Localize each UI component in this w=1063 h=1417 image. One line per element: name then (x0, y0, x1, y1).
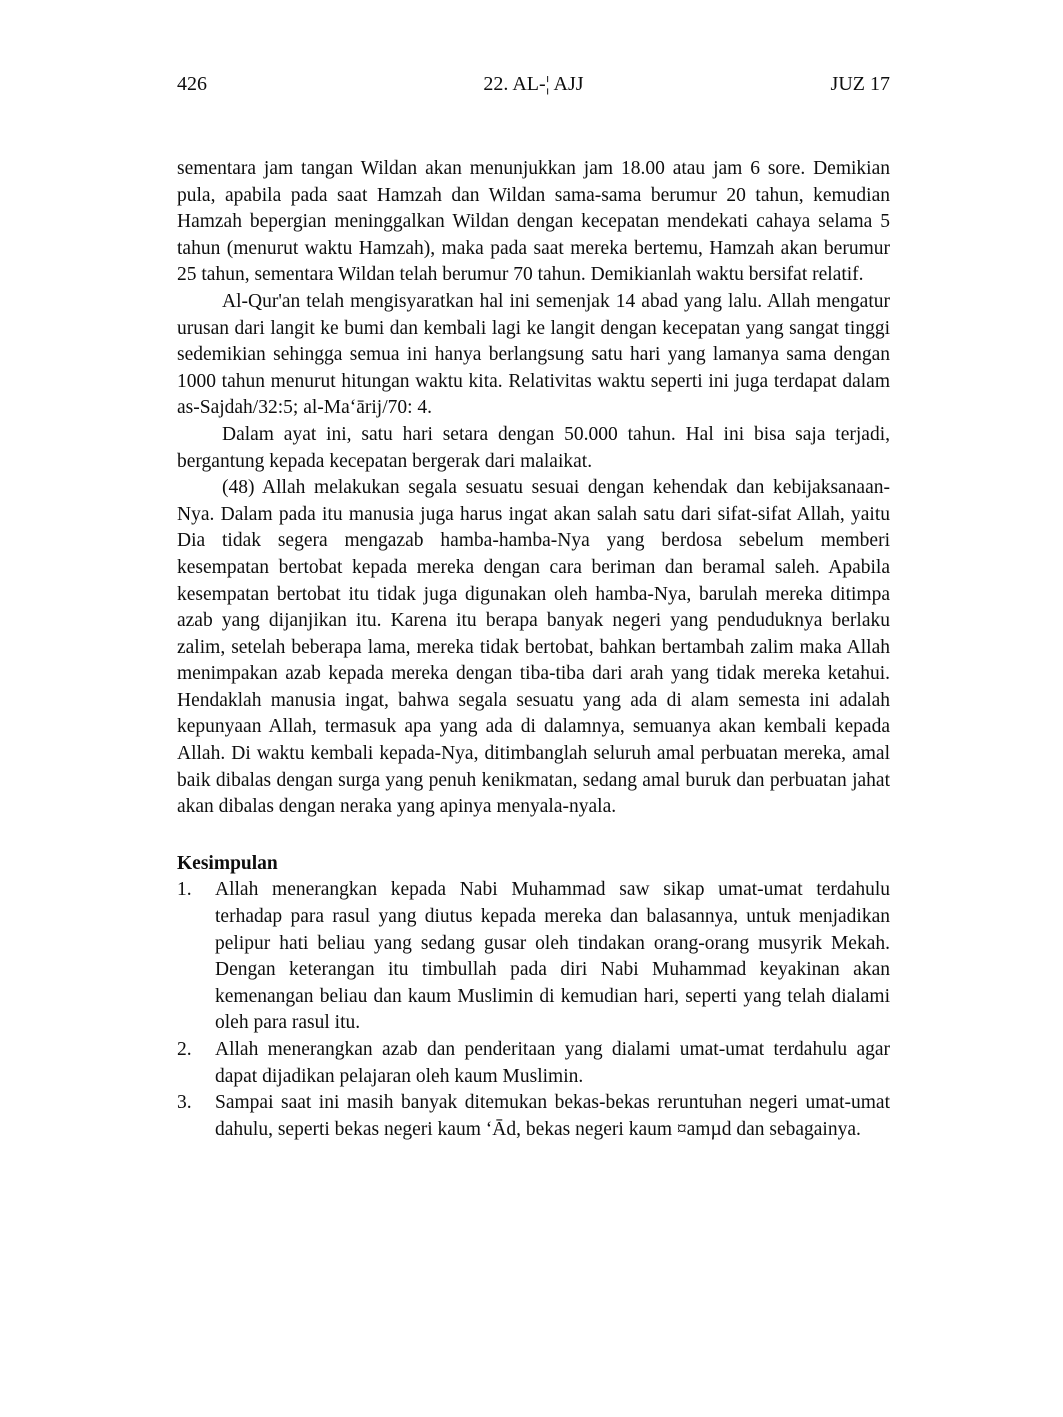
body-text (177, 156, 890, 821)
page-number: 426 (177, 73, 207, 95)
list-item-number: 1. (177, 879, 192, 901)
list-item-text: Allah menerangkan kepada Nabi Muhammad saw sikap umat-umat terdahulu terhadap para rasul yang diutus kepada mereka dan balasannya, untuk menjadikan pelipur hati beliau yang sedang gusar oleh tindakan orang-orang musyrik Mekah. Dengan keterangan itu timbullah pada diri Nabi Muhammad keyakinan akan kemenangan beliau dan kaum Muslimin di kemudian hari, seperti yang telah dialami oleh para rasul itu. (215, 879, 890, 1034)
page-content (177, 72, 890, 1143)
section-heading: Kesimpulan (177, 852, 278, 874)
list-item-text: Allah menerangkan azab dan penderitaan yang dialami umat-umat terdahulu agar dapat dijadikan pelajaran oleh kaum Muslimin. (215, 1039, 890, 1087)
list-item-number: 2. (177, 1039, 192, 1060)
page-header (177, 72, 890, 96)
running-title: 22. AL-¦ AJJ (483, 73, 584, 95)
paragraph: sementara jam tangan Wildan akan menunjukkan jam 18.00 atau jam 6 sore. Demikian pula, apabila pada saat Hamzah dan Wildan sama-sama berumur 20 tahun, kemudian Hamzah bepergian meninggalkan Wildan dengan kecepatan mendekati cahaya selama 5 tahun (menurut waktu Hamzah), maka pada saat mereka bertemu, Hamzah akan berumur 25 tahun, sementara Wildan telah berumur 70 tahun. Demikianlah waktu bersifat relatif. (177, 158, 890, 286)
juz-label: JUZ 17 (830, 73, 890, 95)
paragraph: Al-Qur'an telah mengisyaratkan hal ini semenjak 14 abad yang lalu. Allah mengatur urusan dari langit ke bumi dan kembali lagi ke langit dengan kecepatan yang sangat tinggi sedemikian sehingga semua ini hanya berlangsung satu hari yang lamanya sama dengan 1000 tahun menurut hitungan waktu kita. Relativitas waktu seperti ini juga terdapat dalam as-Sajdah/32:5; al-Ma‘ārij/70: 4. (177, 290, 890, 419)
list-item-text: Sampai saat ini masih banyak ditemukan bekas-bekas reruntuhan negeri umat-umat dahulu, seperti bekas negeri kaum ‘Ād, bekas negeri kaum ¤amµd dan sebagainya. (215, 1092, 890, 1140)
paragraph: (48) Allah melakukan segala sesuatu sesuai dengan kehendak dan kebijaksanaan-Nya. Dalam pada itu manusia juga harus ingat akan salah satu dari sifat-sifat Allah, yaitu Dia tidak segera mengazab hamba-hamba-Nya yang berdosa sebelum memberi kesempatan bertobat kepada mereka dengan cara beriman dan beramal saleh. Apabila kesempatan bertobat itu tidak juga digunakan oleh hamba-Nya, barulah mereka ditimpa azab yang dijanjikan itu. Karena itu berapa banyak negeri yang penduduknya berlaku zalim, setelah beberapa lama, mereka tidak bertobat, bahkan bertambah zalim maka Allah menimpakan azab kepada mereka dengan tiba-tiba dari arah yang tidak mereka ketahui. Hendaklah manusia ingat, bahwa segala sesuatu yang ada di alam semesta ini adalah kepunyaan Allah, termasuk apa yang ada di dalamnya, semuanya akan kembali kepada Allah. Di waktu kembali kepada-Nya, ditimbanglah seluruh amal perbuatan mereka, amal baik dibalas dengan surga yang penuh kenikmatan, sedang amal buruk dan perbuatan jahat akan dibalas dengan neraka yang apinya menyala-nyala. (177, 477, 890, 818)
kesimpulan-section (177, 851, 890, 1144)
list-item (177, 1037, 890, 1090)
list-item (177, 877, 890, 1037)
kesimpulan-list (177, 877, 890, 1143)
list-item-number: 3. (177, 1092, 192, 1114)
list-item (177, 1090, 890, 1143)
paragraph: Dalam ayat ini, satu hari setara dengan 50.000 tahun. Hal ini bisa saja terjadi, bergantung kepada kecepatan bergerak dari malaikat. (177, 423, 890, 472)
